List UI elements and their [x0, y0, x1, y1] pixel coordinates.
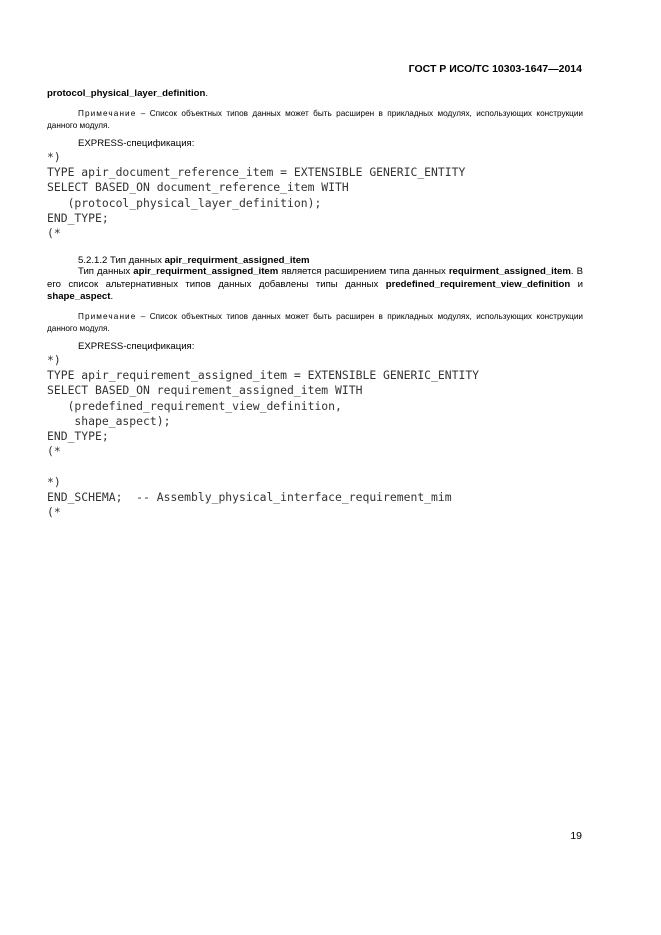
code-line: SELECT BASED_ON requirement_assigned_item WITH [47, 383, 363, 398]
code-line: (* [47, 444, 61, 459]
code-line: (* [47, 505, 61, 520]
document-code-header: ГОСТ Р ИСО/ТС 10303-1647—2014 [408, 63, 582, 75]
para-text: . [110, 291, 114, 302]
code-line: *) [47, 150, 61, 164]
code-line: *) [47, 474, 61, 489]
intro-term: protocol_physical_layer_definition [47, 88, 206, 99]
code-line: *) [47, 353, 61, 367]
express-label-1: EXPRESS-спецификация: [78, 138, 195, 149]
page-number: 19 [570, 830, 582, 842]
para-text: Тип данных [78, 266, 134, 277]
note-1-lead: Примечание [78, 109, 137, 118]
note-1 [47, 108, 583, 131]
para-text: и [570, 278, 583, 290]
section-heading-term: apir_requirment_assigned_item [164, 255, 310, 266]
para-term: predefined_requirement_view_definition [385, 278, 571, 290]
code-line: END_TYPE; [47, 210, 109, 225]
code-line: END_SCHEMA; -- Assembly_physical_interface_requirement_mim [47, 489, 452, 504]
note-2-lead: Примечание [78, 312, 137, 321]
code-line: END_TYPE; [47, 429, 109, 444]
code-line [47, 459, 583, 474]
para-term: apir_requirment_assigned_item [133, 266, 279, 277]
para-text: является расширением типа данных [278, 266, 449, 277]
para-term: shape_aspect [47, 291, 111, 302]
intro-end: . [205, 88, 209, 99]
code-line: (* [47, 226, 61, 241]
code-line: (protocol_physical_layer_definition); [47, 195, 322, 210]
code-block-2 [47, 353, 583, 520]
express-label-2: EXPRESS-спецификация: [78, 341, 195, 352]
code-line: TYPE apir_requirement_assigned_item = EXTENSIBLE GENERIC_ENTITY [47, 368, 480, 383]
note-2 [47, 311, 583, 334]
para-text: . В его список альтернативных типов данных добавлены типы данных [47, 266, 584, 290]
note-2-text: – Список объектных типов данных может быть расширен в прикладных модулях, использующих конструкции данного модуля. [47, 312, 583, 333]
code-line: shape_aspect); [47, 413, 171, 428]
code-line: TYPE apir_document_reference_item = EXTENSIBLE GENERIC_ENTITY [47, 165, 466, 180]
code-block-1 [47, 150, 583, 241]
intro-line [47, 88, 583, 101]
section-heading-number: 5.2.1.2 Тип данных [78, 255, 165, 266]
code-line: SELECT BASED_ON document_reference_item WITH [47, 180, 349, 195]
section-paragraph [47, 266, 583, 304]
code-line: (predefined_requirement_view_definition, [47, 398, 342, 413]
para-term: requirment_assigned_item [448, 266, 571, 277]
note-1-text: – Список объектных типов данных может быть расширен в прикладных модулях, использующих конструкции данного модуля. [47, 109, 583, 130]
